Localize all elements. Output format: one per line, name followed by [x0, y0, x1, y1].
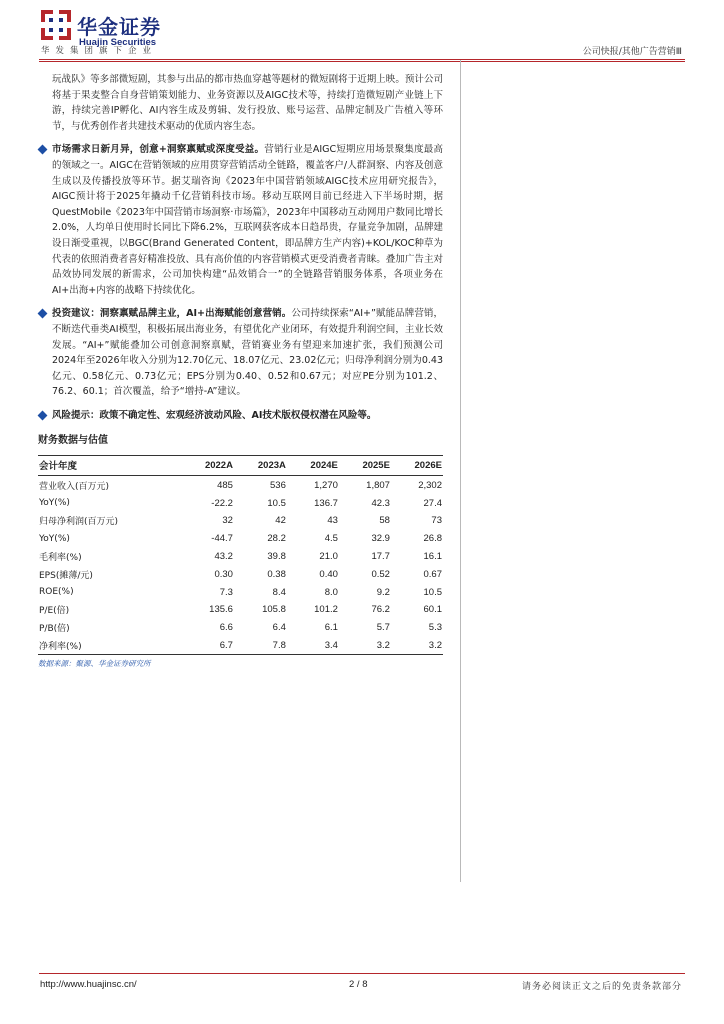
table-cell: 105.8: [262, 604, 286, 616]
table-cell: 0.38: [267, 568, 286, 580]
column-header: 2026E: [391, 456, 443, 476]
bullet-lead: 风险提示：政策不确定性、宏观经济波动风险、AI技术版权侵权潜在风险等。: [52, 409, 377, 421]
table-cell: 5.7: [376, 622, 390, 634]
column-divider: [460, 60, 461, 882]
table-row: [38, 530, 443, 548]
table-cell: 1,807: [366, 479, 390, 491]
table-cell: 0.52: [371, 568, 390, 580]
table-cell: -44.7: [211, 533, 233, 545]
footer-disclaimer: 请务必阅读正文之后的免责条款部分: [521, 982, 682, 992]
table-cell: 3.2: [339, 637, 391, 655]
table-cell: 27.4: [423, 497, 442, 509]
table-row: [38, 637, 443, 655]
report-type: 公司快报/其他广告营销Ⅲ: [582, 47, 682, 57]
table-cell: 2,302: [418, 479, 442, 491]
bullet-market-demand: [38, 142, 443, 298]
table-row: [38, 565, 443, 583]
table-cell: 136.7: [314, 497, 338, 509]
row-label: ROE(%): [39, 587, 74, 598]
table-row: [38, 548, 443, 566]
row-label: P/E(倍): [39, 606, 70, 617]
table-cell: 43.2: [214, 551, 233, 563]
financial-table: [38, 455, 443, 655]
table-row: [38, 583, 443, 601]
table-cell: 7.8: [234, 637, 287, 655]
table-cell: 58: [379, 515, 390, 527]
table-cell: 39.8: [267, 551, 286, 563]
logo-english-name: Huajin Securities: [79, 37, 157, 48]
table-cell: 4.5: [324, 533, 338, 545]
table-cell: 536: [270, 479, 286, 491]
table-cell: 1,270: [314, 479, 338, 491]
table-cell: 6.1: [324, 622, 338, 634]
bullet-lead: 市场需求日新月异，创意+洞察禀赋或深度受益。: [52, 144, 265, 156]
table-cell: 60.1: [423, 604, 442, 616]
table-cell: 6.4: [272, 622, 286, 634]
table-cell: 0.67: [423, 568, 442, 580]
footer-website-link[interactable]: http://www.huajinsc.cn/: [40, 979, 137, 990]
row-label: 毛利率(%): [39, 553, 82, 564]
table-row: [38, 601, 443, 619]
table-cell: -22.2: [211, 497, 233, 509]
row-label: YoY(%): [39, 498, 70, 509]
bullet-text: 公司持续探索“AI+”赋能品牌营销，不断迭代垂类AI模型，积极拓展出海业务，有望优化产业闭环，有效提升利润空间，主业长效发展。“AI+”赋能叠加公司创意洞察禀赋，营销赛业务有望迎来加速扩张，我们预测公司2024年至2026年收入分别为12.70亿元、18.07亿元、23.02亿元；归母净利润分别为0.43亿元、0.58亿元、0.73亿元；EPS分别为0.40、0.52和0.67元；对应PE分别为101.2、76.2、60.1；首次覆盖，给予“增持-A”建议。: [52, 308, 443, 398]
column-header: 2025E: [339, 456, 391, 476]
column-header: 会计年度: [38, 456, 181, 476]
table-cell: 485: [217, 479, 233, 491]
bullet-lead: 投资建议：洞察禀赋品牌主业，AI+出海赋能创意营销。: [52, 308, 292, 320]
table-cell: 42.3: [371, 497, 390, 509]
table-cell: 3.4: [287, 637, 339, 655]
table-cell: 10.5: [423, 586, 442, 598]
column-header: 2023A: [234, 456, 287, 476]
table-cell: 32: [222, 515, 233, 527]
footer-divider: [39, 973, 685, 974]
table-title: 财务数据与估值: [38, 435, 108, 447]
bullet-text: 营销行业是AIGC短期应用场景聚集度最高的领域之一。AIGC在营销领域的应用贯穿营销活动全链路，覆盖客户/人群洞察、内容及创意生成以及传播投放等环节。据艾瑞咨询《2023年中国营销领域AIGC技术应用研究报告》，AIGC预计将于2025年撬动千亿营销科技市场。移动互联网目前已经进入下半场时期，据QuestMobile《2023年中国营销市场洞察·市场篇》，2023年中国移动互动网用户数同比增长2.0%，人均单日使用时长同比下降6.2%，互联网获客成本日趋昂贵，存量竞争加剧，品牌建设日渐受重视，以BGC(Brand Generated Content，即品牌方生产内容)+KOL/KOC种草为代表的依照消费者喜好精准投放、具有高价值的内容营销模式更受消费者青睐。叠加广告主对品效协同发展的新需求，公司加快构建“品效销合一”的全链路营销服务体系，各项业务在AI+出海+内容的战略下持续优化。: [52, 144, 443, 296]
table-cell: 0.30: [214, 568, 233, 580]
table-cell: 10.5: [267, 497, 286, 509]
table-cell: 101.2: [314, 604, 338, 616]
header-divider-secondary: [39, 61, 685, 62]
diamond-bullet-icon: [38, 410, 48, 420]
huajin-logo-icon: [41, 10, 71, 40]
row-label: 营业收入(百万元): [39, 481, 110, 492]
table-cell: 3.2: [391, 637, 443, 655]
table-cell: 43: [327, 515, 338, 527]
row-label: P/B(倍): [39, 624, 70, 635]
header-divider: [39, 59, 685, 60]
table-cell: 26.8: [423, 533, 442, 545]
table-row: [38, 476, 443, 494]
bullet-risk-warning: [38, 408, 443, 424]
data-source-note: 数据来源：聚源、华金证券研究所: [38, 659, 151, 669]
table-cell: 9.2: [376, 586, 390, 598]
row-label: YoY(%): [39, 533, 70, 544]
table-cell: 28.2: [267, 533, 286, 545]
table-cell: 5.3: [428, 622, 442, 634]
table-cell: 8.0: [324, 586, 338, 598]
column-header: 2024E: [287, 456, 339, 476]
table-cell: 21.0: [319, 551, 338, 563]
table-cell: 32.9: [371, 533, 390, 545]
table-cell: 76.2: [371, 604, 390, 616]
table-header-row: [38, 456, 443, 476]
table-cell: 8.4: [272, 586, 286, 598]
group-affiliation: 华发集团旗下企业: [41, 46, 158, 56]
table-cell: 16.1: [423, 551, 442, 563]
logo-chinese-name: 华金证券: [77, 15, 161, 39]
page-number: 2 / 8: [349, 979, 368, 990]
table-row: [38, 494, 443, 512]
diamond-bullet-icon: [38, 309, 48, 319]
diamond-bullet-icon: [38, 145, 48, 155]
table-cell: 42: [275, 515, 286, 527]
row-label: 归母净利润(百万元): [39, 517, 119, 528]
table-cell: 0.40: [319, 568, 338, 580]
row-label: EPS(摊薄/元): [39, 570, 93, 581]
row-label: 净利率(%): [38, 637, 181, 655]
table-cell: 135.6: [209, 604, 233, 616]
bullet-investment-advice: [38, 306, 443, 400]
table-row: [38, 512, 443, 530]
column-header: 2022A: [181, 456, 234, 476]
table-cell: 6.7: [181, 637, 234, 655]
table-row: [38, 619, 443, 637]
table-cell: 17.7: [371, 551, 390, 563]
table-cell: 6.6: [219, 622, 233, 634]
main-content: [38, 72, 443, 669]
intro-paragraph: 玩战队》等多部微短剧，其参与出品的都市热血穿越等题材的微短剧将于近期上映。预计公司将基于果麦整合自身营销策划能力、业务资源以及AIGC技术等，持续打造微短剧产业链上下游，持续完善IP孵化、AI内容生成及剪辑、发行投放、账号运营、品牌定制及广告植入等环节，与优秀创作者共建技术驱动的优质内容生态。: [52, 74, 443, 132]
table-cell: 7.3: [219, 586, 233, 598]
table-cell: 73: [431, 515, 442, 527]
